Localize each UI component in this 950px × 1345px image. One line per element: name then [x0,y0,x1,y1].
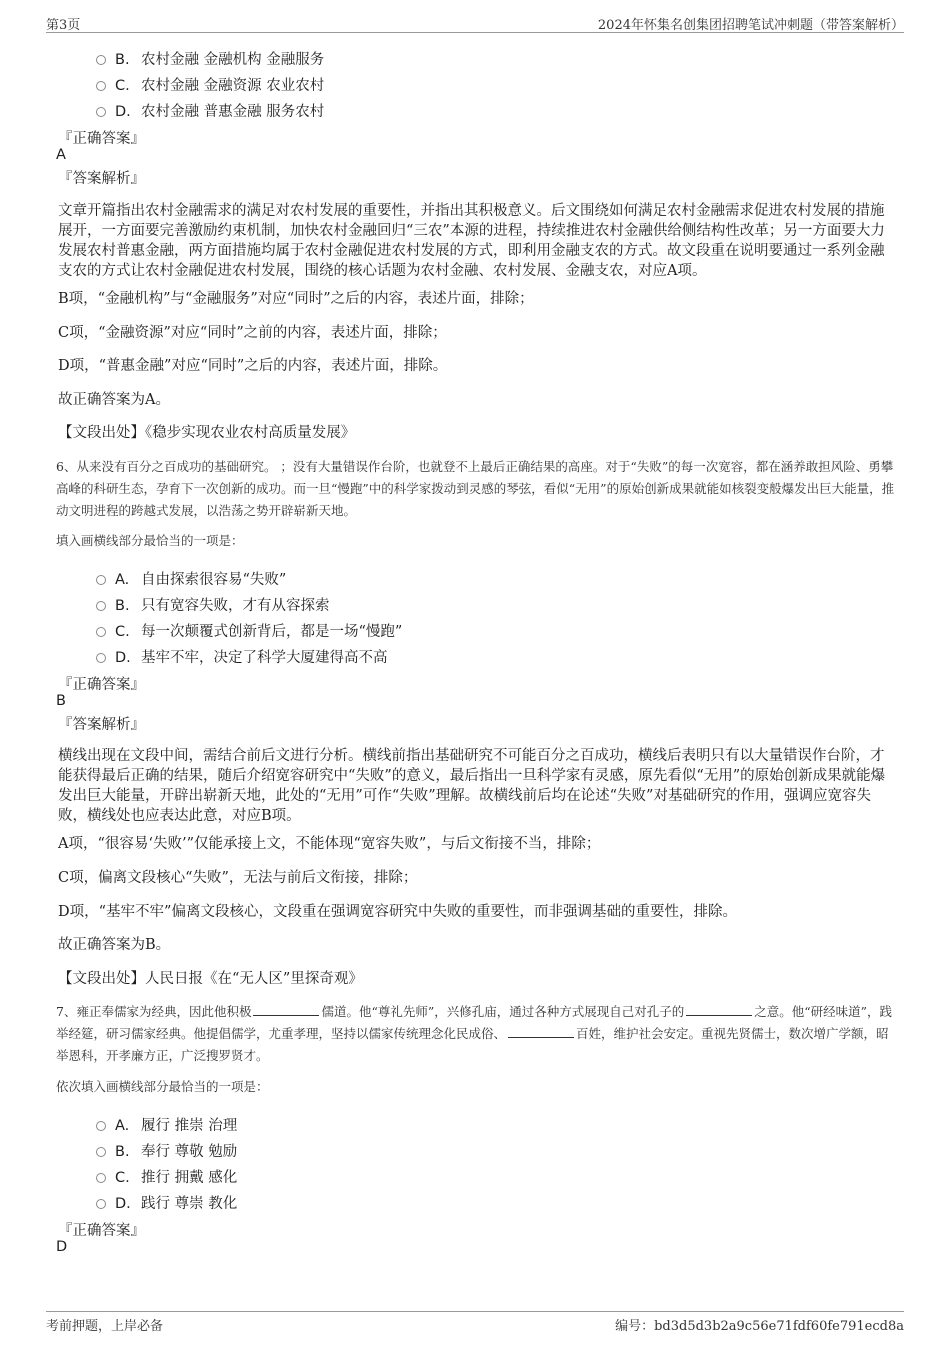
radio-icon[interactable] [96,1147,106,1157]
radio-icon[interactable] [96,1199,106,1209]
correct-answer-label: 『正确答案』 [58,131,145,147]
analysis-item-a: A项，“很容易‘失败’”仅能承接上文，不能体现“宽容失败”，与后文衔接不当，排除； [58,836,601,852]
analysis-item-d: D项，“普惠金融”对应“同时”之后的内容，表述片面，排除。 [58,358,448,374]
analysis-item-c: C项，“金融资源”对应“同时”之前的内容，表述片面，排除； [58,325,447,341]
option-d[interactable]: D. 基牢不牢，决定了科学大厦建得高不高 [96,646,388,667]
answer-analysis-label: 『答案解析』 [58,717,145,733]
question-6-stem: 6、从来没有百分之百成功的基础研究。 ；没有大量错误作台阶，也就登不上最后正确结果的高座。对于“失败”的每一次宽容，都在涵养敢担风险、勇攀高峰的科研生态，孕育下一次创新的成功。而一旦“慢跑”中的科学家拨动到灵感的琴弦，看似“无用”的原始创新成果就能如核裂变般爆发出巨大能量，推动文明进程的跨越式发展，以浩荡之势开辟崭新天地。 [56,459,895,518]
fill-blank [686,1003,752,1016]
radio-icon[interactable] [96,1121,106,1131]
option-c[interactable]: C. 每一次颠覆式创新背后，都是一场“慢跑” [96,620,402,641]
analysis-paragraph: 横线出现在文段中间，需结合前后文进行分析。横线前指出基础研究不可能百分之百成功，横线后表明只有以大量错误作台阶，才能获得最后正确的结果，随后介绍宽容研究中“失败”的意义，最后指出一旦科学家有灵感，原先看似“无用”的原始创新成果就能爆发出巨大能量，开辟出崭新天地，此处的“无用”可作“失败”理解。故横线前后均在论述“失败”对基础研究的作用，强调应宽容失败，横线处也应表达此意，对应B项。 [58,748,886,824]
answer-analysis-label: 『答案解析』 [58,171,145,187]
page-header [46,14,904,33]
page-footer [46,1311,904,1334]
source-citation: 【文段出处】《稳步实现农业农村高质量发展》 [58,425,356,441]
correct-answer: A [56,147,66,163]
radio-icon[interactable] [96,107,106,117]
radio-icon[interactable] [96,653,106,663]
radio-icon[interactable] [96,575,106,585]
question-7-prompt: 依次填入画横线部分最恰当的一项是： [56,1079,269,1094]
fill-blank [253,1003,319,1016]
radio-icon[interactable] [96,81,106,91]
radio-icon[interactable] [96,1173,106,1183]
radio-icon[interactable] [96,601,106,611]
document-title: 2024年怀集名创集团招聘笔试冲刺题（带答案解析） [597,18,904,33]
analysis-conclusion: 故正确答案为B。 [58,937,171,953]
option-b[interactable]: B. 奉行 尊敬 勉励 [96,1140,237,1161]
question-6-prompt: 填入画横线部分最恰当的一项是： [56,533,244,548]
question-7-stem: 7、雍正奉儒家为经典，因此他积极 儒道。他“尊礼先师”，兴修孔庙，通过各种方式展现自己对孔子的 之意。他“研经味道”，践举经筵，研习儒家经典。他提倡儒学，尤重孝理，坚持以儒家传统理念化民成俗、 百姓，维护社会安定。重视先贤儒士，数次增广学额，昭举恩科，开孝廉方正，广泛搜罗贤才。 [56,1004,893,1063]
source-citation: 【文段出处】人民日报《在“无人区”里探奇观》 [58,971,363,987]
option-b[interactable]: B. 只有宽容失败，才有从容探索 [96,594,330,615]
option-c[interactable]: C. 推行 拥戴 感化 [96,1166,237,1187]
option-d[interactable]: D. 农村金融 普惠金融 服务农村 [96,100,324,121]
correct-answer-label: 『正确答案』 [58,1223,145,1239]
option-d[interactable]: D. 践行 尊崇 教化 [96,1192,237,1213]
option-c[interactable]: C. 农村金融 金融资源 农业农村 [96,74,324,95]
footer-slogan: 考前押题，上岸必备 [46,1319,164,1334]
analysis-item-c: C项，偏离文段核心“失败”，无法与前后文衔接，排除； [58,870,418,886]
correct-answer-label: 『正确答案』 [58,677,145,693]
radio-icon[interactable] [96,55,106,65]
document-id: 编号：bd3d5d3b2a9c56e71fdf60fe791ecd8a [615,1319,904,1334]
analysis-conclusion: 故正确答案为A。 [58,392,170,408]
analysis-item-d: D项，“基牢不牢”偏离文段核心，文段重在强调宽容研究中失败的重要性，而非强调基础的重要性，排除。 [58,904,737,920]
option-a[interactable]: A. 履行 推崇 治理 [96,1114,237,1135]
correct-answer: B [56,693,66,709]
analysis-item-b: B项，“金融机构”与“金融服务”对应“同时”之后的内容，表述片面，排除； [58,291,534,307]
option-a[interactable]: A. 自由探索很容易“失败” [96,568,286,589]
page-number: 第3页 [46,18,81,33]
fill-blank [508,1025,574,1038]
option-b[interactable]: B. 农村金融 金融机构 金融服务 [96,48,324,69]
radio-icon[interactable] [96,627,106,637]
analysis-paragraph: 文章开篇指出农村金融需求的满足对农村发展的重要性，并指出其积极意义。后文围绕如何满足农村金融需求促进农村发展的措施展开，一方面要完善激励约束机制，加快农村金融回归“三农”本源的进程，持续推进农村金融供给侧结构性改革；另一方面要大力发展农村普惠金融，两方面措施均属于农村金融促进农村发展的方式，即利用金融支农的方式。故文段重在说明要通过一系列金融支农的方式让农村金融促进农村发展，围绕的核心话题为农村金融、农村发展、金融支农，对应A项。 [58,203,885,279]
correct-answer: D [56,1239,68,1255]
